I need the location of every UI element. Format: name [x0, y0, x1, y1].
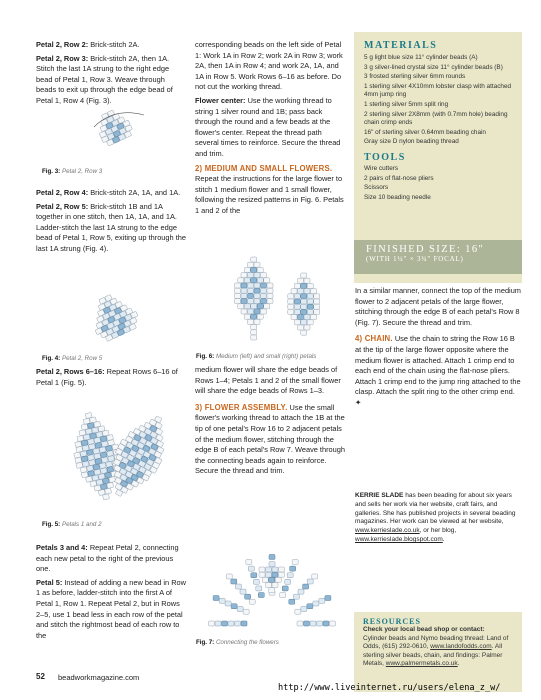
material-item: 16" of sterling silver 0.64mm beading chain	[364, 128, 486, 136]
material-item: 3 frosted sterling silver 6mm rounds	[364, 73, 466, 81]
bead	[289, 599, 295, 604]
bead	[254, 299, 260, 304]
bead	[103, 494, 110, 500]
bead	[256, 586, 262, 591]
bead	[225, 601, 231, 606]
bead	[280, 593, 286, 598]
bead	[301, 330, 307, 335]
bead	[251, 325, 257, 330]
bead	[301, 299, 307, 304]
bead	[245, 594, 251, 599]
author-bio-text: has been beading for about six years and sells her work via her website, craft fairs, and galleries. She has published projects in several beading magazines. Her work can be viewed at her website,	[355, 492, 516, 526]
fig5-beads-image	[58, 398, 178, 516]
bead	[307, 579, 313, 584]
finished-size-line1: FINISHED SIZE: 16"	[366, 244, 485, 255]
left-column-4	[36, 543, 186, 644]
bead	[257, 304, 263, 309]
bead	[254, 288, 260, 293]
bead	[248, 309, 254, 314]
materials-list	[364, 54, 514, 147]
fig6-title: Medium (left) and small (right) petals	[215, 353, 317, 360]
bead	[269, 577, 275, 582]
finished-size-line2: (WITH 1¼" × 3¾" FOCAL)	[366, 255, 464, 263]
bead	[238, 278, 244, 283]
fig4-num: Fig. 4:	[42, 355, 61, 362]
bead	[235, 293, 241, 298]
bead	[266, 583, 272, 588]
bead	[298, 325, 304, 330]
bead	[215, 621, 221, 626]
material-item: Gray size D nylon beading thread	[364, 138, 459, 146]
flower-center-lead: Flower center:	[195, 95, 246, 105]
bead	[311, 315, 317, 320]
petal2-row4-text: Brick-stitch 2A, 1A, and 1A.	[90, 188, 181, 197]
petal2-row3-lead: Petal 2, Row 3:	[36, 53, 89, 63]
petals3-4-text: Repeat Petal 2, connecting each new petal to the right of the previous one.	[36, 543, 179, 574]
bead	[272, 567, 278, 572]
petal2-rows6-16-text: Repeat Rows 6–16 of Petal 1 (Fig. 5).	[36, 367, 178, 387]
bead	[241, 288, 247, 293]
bead	[261, 273, 267, 278]
bead	[254, 319, 260, 324]
right-column	[355, 286, 521, 412]
fig5-illustration	[58, 398, 178, 516]
section-3-heading: 3) FLOWER ASSEMBLY.	[195, 402, 288, 412]
bead	[248, 299, 254, 304]
section-2-heading: 2) MEDIUM AND SMALL FLOWERS.	[195, 163, 333, 173]
bead	[317, 621, 323, 626]
fig6-caption	[196, 353, 316, 360]
bead	[287, 573, 293, 578]
bead	[241, 283, 247, 288]
bead	[313, 601, 319, 606]
landofodds-link[interactable]: www.landofodds.com	[430, 643, 492, 651]
bead	[238, 304, 244, 309]
bead	[246, 560, 252, 565]
right-paragraph-1: In a similar manner, connect the top of the medium flower to 2 adjacent petals of the large flower, stitching through the edge B of each petal's Row 8 (Fig. 7). Secure the thread and trim.	[355, 286, 521, 327]
bead	[251, 257, 257, 262]
bead	[307, 320, 313, 325]
bead	[241, 293, 247, 298]
mid-paragraph-1: corresponding beads on the left side of Petal 1: Work 1A in Row 2; work 2A in Row 3; work 2A, then 1A in Row 4; and work 2A, 1A, and 1A in Row 5. Work Rows 6–16 as before. Do not cut the working thread.	[195, 40, 343, 92]
section-3-text: Use the small flower's working thread to attach the 1B at the tip of one petal's Row 16 to 2 adjacent petals of the medium flower, stitching through the edge B of each petal's Row 7. Weave through the connecting beads again to reinforce. Secure the thread and trim.	[195, 402, 346, 476]
bead	[241, 273, 247, 278]
tools-list	[364, 165, 514, 202]
bead	[293, 594, 299, 599]
bead	[249, 599, 255, 604]
bead	[288, 299, 294, 304]
bead	[248, 566, 254, 571]
resources-text-3: .	[457, 660, 460, 668]
bead	[257, 267, 263, 272]
resources-title: RESOURCES	[363, 617, 421, 626]
bead	[298, 589, 304, 594]
section-4-text: Use the chain to string the Row 16 B at the tip of the large flower opposite where the medium flower is attached. Attach 1 crimp end to each end of the chain using the flat-nose pliers. Attach 1 crimp end to the jump ring attached to the clasp. Attach the split ring to the other crimp end. ✦	[355, 334, 521, 407]
material-item: 3 g silver-lined crystal size 11° cylinder beads (B)	[364, 63, 503, 71]
fig3-illustration	[54, 97, 174, 157]
bead	[235, 621, 241, 626]
bead	[301, 273, 307, 278]
bead	[264, 278, 270, 283]
bead	[253, 579, 259, 584]
bead	[290, 566, 296, 571]
bead	[267, 299, 273, 304]
petal2-row2-text: Brick-stitch 2A.	[90, 40, 140, 49]
bead	[307, 304, 313, 309]
bead	[251, 330, 257, 335]
bead	[314, 309, 320, 314]
bead	[304, 315, 310, 320]
bead	[269, 554, 275, 559]
material-item: 2 sterling silver 2X8mm (with 0.7mm hole) beading chain crimp ends	[364, 110, 508, 127]
bead	[248, 262, 254, 267]
petal2-row4-lead: Petal 2, Row 4:	[36, 188, 89, 197]
tools-title: TOOLS	[364, 151, 406, 163]
bead	[240, 589, 246, 594]
fig4-beads-image	[54, 285, 174, 349]
bead	[294, 320, 300, 325]
bead	[267, 283, 273, 288]
bead	[235, 288, 241, 293]
bead	[301, 283, 307, 288]
bead	[294, 299, 300, 304]
petal2-row3-text: Brick-stitch 2A, then 1A. Stitch the last 1A strung to the right edge bead of Petal 1, Row 3. Weave through beads to exit up through the edge bead of Petal 1, Row 4 (Fig. 3).	[36, 53, 173, 105]
resources-box	[354, 612, 522, 692]
bead	[266, 572, 272, 577]
bead	[259, 567, 265, 572]
bead	[294, 294, 300, 299]
bead	[105, 488, 112, 494]
bead	[248, 288, 254, 293]
bead	[257, 278, 263, 283]
bead	[323, 621, 329, 626]
bead	[319, 598, 325, 603]
bead	[258, 593, 264, 598]
fig7-num: Fig. 7:	[196, 639, 215, 646]
bead	[267, 293, 273, 298]
mid-paragraph-4: medium flower will share the edge beads of Rows 1–4; Petals 1 and 2 of the small flower will share the edge beads of Rows 1–3.	[195, 365, 341, 396]
bead	[272, 583, 278, 588]
bead	[279, 567, 285, 572]
fig6-beads-image	[218, 253, 328, 345]
tool-item: Scissors	[364, 184, 389, 192]
fig5-caption	[42, 521, 102, 528]
bead	[237, 606, 243, 611]
bead	[307, 604, 313, 609]
watermark-url: http://www.liveinternet.ru/users/elena_z_w/	[278, 683, 501, 693]
bead	[298, 289, 304, 294]
bead	[243, 609, 249, 614]
bead	[307, 309, 313, 314]
fig4-caption	[42, 355, 102, 362]
middle-column-2	[195, 365, 347, 480]
bead	[310, 621, 316, 626]
section-4-heading: 4) CHAIN.	[355, 334, 393, 344]
bead	[248, 293, 254, 298]
bead	[213, 596, 219, 601]
bead	[244, 278, 250, 283]
petal5-lead: Petal 5:	[36, 577, 63, 587]
left-column-2	[36, 188, 186, 258]
bead	[254, 309, 260, 314]
fig3-num: Fig. 3:	[42, 168, 61, 175]
bead	[251, 335, 257, 340]
tool-item: Wire cutters	[364, 164, 399, 172]
bead	[304, 621, 310, 626]
bead	[248, 273, 254, 278]
petal2-row2-lead: Petal 2, Row 2:	[36, 40, 89, 49]
bead	[264, 304, 270, 309]
bead	[244, 304, 250, 309]
bead	[301, 304, 307, 309]
bead	[251, 267, 257, 272]
left-column-3	[36, 367, 186, 391]
bead	[307, 299, 313, 304]
bead	[304, 289, 310, 294]
author-bio	[355, 492, 521, 545]
bead	[251, 573, 257, 578]
fig3-caption	[42, 168, 102, 175]
bead	[311, 289, 317, 294]
author-bio-end: .	[442, 535, 445, 543]
bead	[251, 304, 257, 309]
bead	[298, 278, 304, 283]
bead	[222, 621, 228, 626]
bead	[303, 584, 309, 589]
petal2-row5-text: Brick-stitch 1B and 1A together in one stitch, then 1A, 1A, and 1A. Ladder-stitch the last 1A strung to the edge bead of Petal 1, Row 5, exiting up through the last 1A strung (Fig. 4).	[36, 201, 186, 253]
petal2-rows6-16-lead: Petal 2, Rows 6–16:	[36, 367, 105, 376]
bead	[254, 273, 260, 278]
bead	[235, 584, 241, 589]
bead	[298, 315, 304, 320]
bead	[226, 574, 232, 579]
bead	[267, 288, 273, 293]
bead	[248, 319, 254, 324]
bead	[288, 304, 294, 309]
bead	[261, 283, 267, 288]
bead	[314, 299, 320, 304]
fig3-title: Petal 2, Row 3	[61, 168, 103, 175]
section-2-text: Repeat the instructions for the large flower to stitch 1 medium flower and 1 small flower, following the resized patterns in Fig. 6. Petals 1 and 2 of the	[195, 174, 344, 215]
bead	[291, 289, 297, 294]
bead	[294, 309, 300, 314]
bead	[219, 598, 225, 603]
resources-text-1: Cylinder beads and Nymo beading thread: Land of Odds, (615) 292-0610,	[363, 634, 509, 651]
bead	[209, 621, 215, 626]
petal2-row5-lead: Petal 2, Row 5:	[36, 201, 89, 211]
bead	[261, 299, 267, 304]
bead	[301, 606, 307, 611]
bead	[292, 560, 298, 565]
bead	[294, 283, 300, 288]
bead	[288, 294, 294, 299]
bead	[297, 621, 303, 626]
bead	[304, 325, 310, 330]
fig7-beads-image	[198, 523, 346, 631]
fig4-title: Petal 2, Row 5	[61, 355, 103, 362]
bead	[261, 293, 267, 298]
bead	[231, 604, 237, 609]
bead	[261, 309, 267, 314]
footer-site[interactable]: beadworkmagazine.com	[58, 673, 140, 682]
bead	[259, 572, 265, 577]
bead	[244, 267, 250, 272]
flower-center-text: Use the working thread to string 1 silver round and 1B; pass back through the round and a few beads at the flower's center. Repeat the thread path several times to reinforce. Secure the thread and trim.	[195, 95, 341, 158]
fig3-beads-image	[54, 97, 174, 157]
bead	[301, 309, 307, 314]
fig6-num: Fig. 6:	[196, 353, 215, 360]
middle-column	[195, 40, 347, 220]
bead	[325, 596, 331, 601]
bead	[282, 586, 288, 591]
bead	[269, 562, 275, 567]
bead	[330, 621, 336, 626]
bead	[285, 579, 291, 584]
bead	[231, 579, 237, 584]
material-item: 1 sterling silver 5mm split ring	[364, 100, 449, 108]
bead	[262, 577, 268, 582]
bead	[307, 294, 313, 299]
bead	[272, 572, 278, 577]
page-number: 52	[36, 672, 45, 681]
fig5-num: Fig. 5:	[42, 521, 61, 528]
bead	[261, 288, 267, 293]
author-bio-mid: , or her blog,	[419, 527, 457, 535]
bead	[288, 309, 294, 314]
material-item: 1 sterling silver 4X10mm lobster clasp with attached 4mm jump ring	[364, 82, 512, 99]
bead	[248, 283, 254, 288]
bead	[312, 574, 318, 579]
bead	[228, 621, 234, 626]
tool-item: 2 pairs of flat-nose pliers	[364, 174, 434, 182]
bead	[254, 283, 260, 288]
bead	[269, 588, 275, 593]
petals3-4-lead: Petals 3 and 4:	[36, 543, 88, 552]
bead	[241, 621, 247, 626]
bead	[251, 278, 257, 283]
bead	[304, 278, 310, 283]
bead	[294, 304, 300, 309]
bead	[291, 315, 297, 320]
bead	[307, 283, 313, 288]
bead	[244, 314, 250, 319]
bead	[241, 299, 247, 304]
tool-item: Size 10 beading needle	[364, 193, 431, 201]
fig4-illustration	[54, 285, 174, 349]
bead	[257, 314, 263, 319]
author-name: KERRIE SLADE	[355, 492, 404, 499]
bead	[275, 577, 281, 582]
palmermetals-link[interactable]: www.palmermetals.co.uk	[385, 660, 458, 668]
bead	[301, 294, 307, 299]
bead	[301, 320, 307, 325]
material-item: 5 g light blue size 11° cylinder beads (A)	[364, 54, 478, 61]
author-blog-link[interactable]: www.kerrieslade.blogspot.com	[355, 535, 443, 543]
bead	[251, 314, 257, 319]
fig7-title: Connecting the flowers	[215, 639, 279, 646]
author-website-link[interactable]: www.kerrieslade.co.uk	[355, 527, 420, 535]
bead	[266, 567, 272, 572]
resources-text-2: . All sterling silver beads, chain, and findings: Palmer Metals,	[363, 643, 503, 668]
bead	[279, 572, 285, 577]
bead	[241, 309, 247, 314]
materials-title: MATERIALS	[364, 40, 438, 51]
fig7-caption	[196, 639, 279, 646]
fig7-illustration	[198, 523, 346, 631]
petal5-text: Instead of adding a new bead in Row 1 as before, ladder-stitch into the first A of Petal 1, Row 1. Repeat Petal 2, but in Rows 2–5, use 1 bead less in each row of the petal and stitch the rightmost bead of each row to the	[36, 577, 186, 640]
fig6-illustration	[218, 253, 328, 345]
finished-size-banner	[354, 240, 522, 274]
resources-lead: Check your local bead shop or contact:	[363, 626, 485, 633]
bead	[107, 482, 114, 488]
bead	[235, 299, 241, 304]
fig5-title: Petals 1 and 2	[61, 521, 102, 528]
bead	[254, 293, 260, 298]
bead	[314, 304, 320, 309]
bead	[235, 283, 241, 288]
bead	[254, 262, 260, 267]
bead	[314, 294, 320, 299]
bead	[295, 609, 301, 614]
